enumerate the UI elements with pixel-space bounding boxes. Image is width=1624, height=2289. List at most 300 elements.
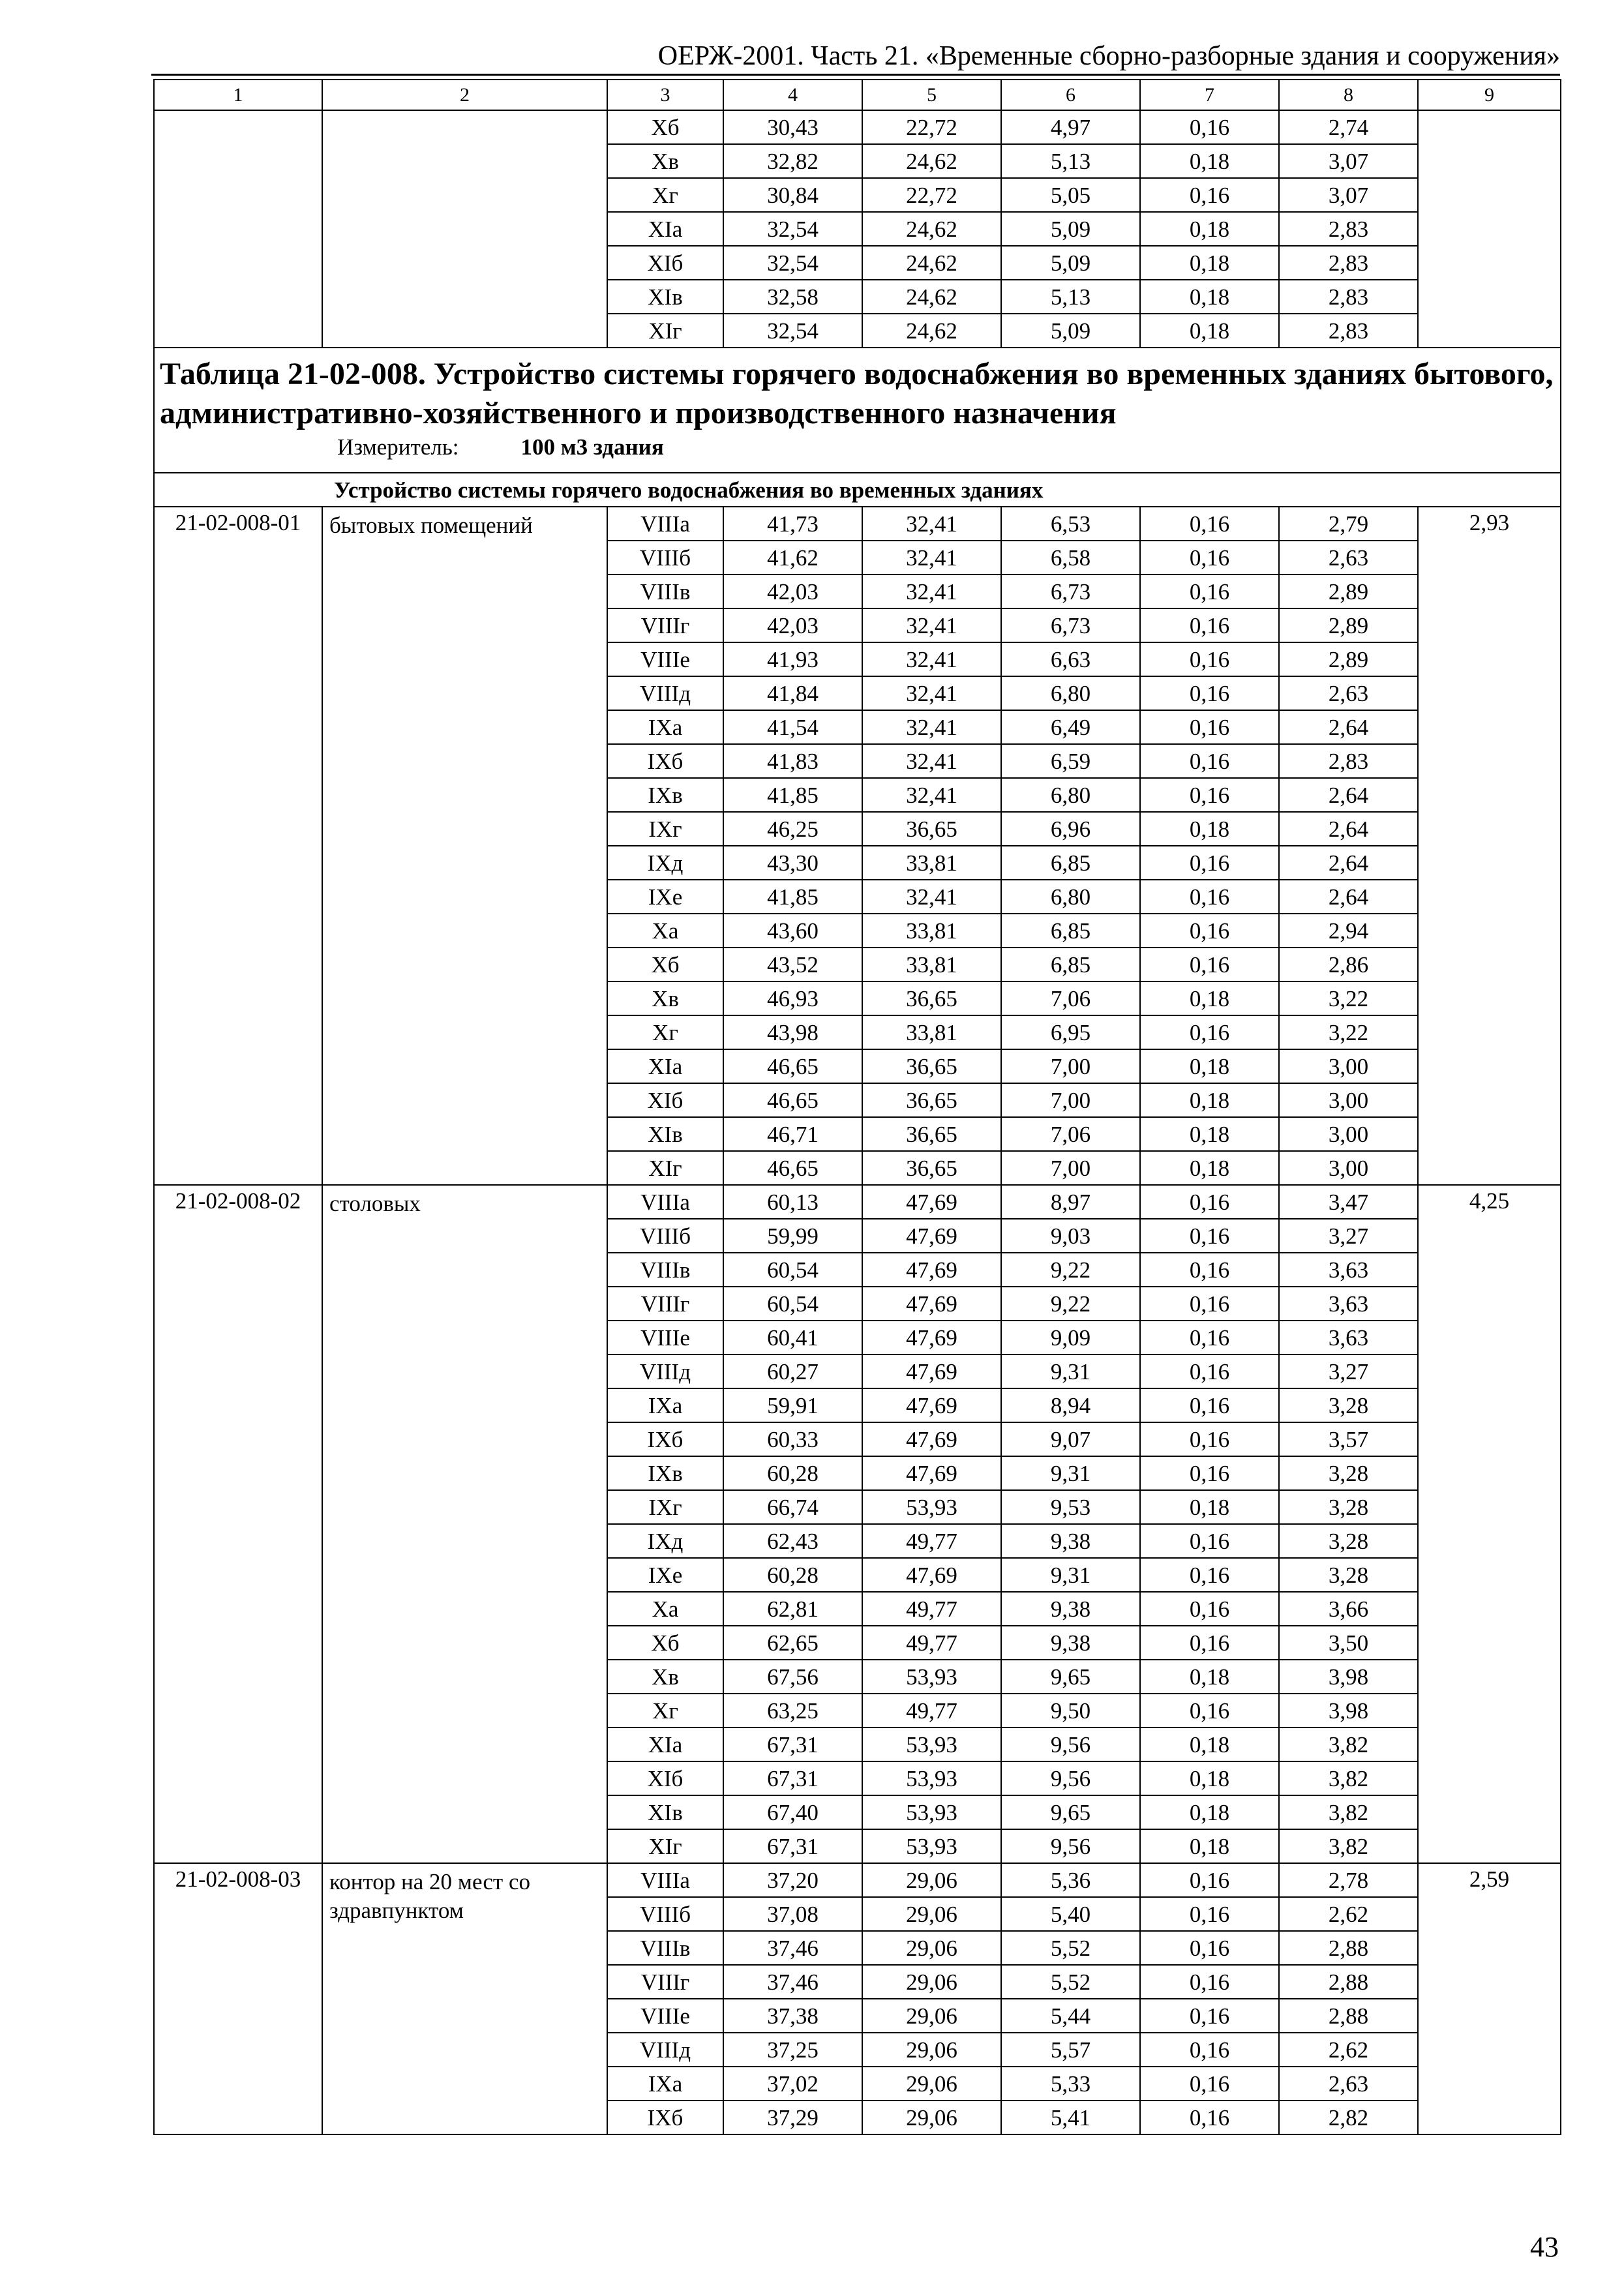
col8-materials: 3,50 [1279,1626,1418,1660]
col9-value: 4,25 [1418,1185,1561,1863]
col3-zone: ХIб [607,1761,723,1795]
col7-drivers: 0,16 [1140,1931,1279,1965]
col4-total: 46,71 [723,1117,862,1151]
col7-drivers: 0,18 [1140,1083,1279,1117]
col9-value: 2,93 [1418,507,1561,1185]
col4-total: 30,84 [723,178,862,212]
col7-drivers: 0,18 [1140,144,1279,178]
col5-wage: 49,77 [862,1626,1001,1660]
col8-materials: 3,22 [1279,981,1418,1015]
col4-total: 67,31 [723,1829,862,1863]
col7-drivers: 0,16 [1140,880,1279,914]
col3-zone: VIIIд [607,1354,723,1388]
col5-wage: 32,41 [862,642,1001,676]
col5-wage: 24,62 [862,280,1001,314]
col4-total: 43,52 [723,948,862,981]
col6-machines: 6,85 [1001,846,1140,880]
col6-machines: 9,50 [1001,1694,1140,1728]
rate-code: 21-02-008-01 [154,507,322,1185]
col8-materials: 3,98 [1279,1694,1418,1728]
col3-zone: VIIIе [607,1321,723,1354]
col4-total: 42,03 [723,575,862,608]
column-number-1: 1 [154,80,322,110]
col8-materials: 2,64 [1279,880,1418,914]
col8-materials: 2,62 [1279,1897,1418,1931]
col4-total: 32,54 [723,314,862,348]
col7-drivers: 0,18 [1140,1151,1279,1185]
col4-total: 67,31 [723,1761,862,1795]
running-header: ОЕРЖ-2001. Часть 21. «Временные сборно-разборные здания и сооружения» [657,41,1560,71]
col5-wage: 29,06 [862,2033,1001,2067]
col8-materials: 2,63 [1279,676,1418,710]
col4-total: 62,65 [723,1626,862,1660]
col5-wage: 32,41 [862,575,1001,608]
col4-total: 43,98 [723,1015,862,1049]
col5-wage: 47,69 [862,1321,1001,1354]
col4-total: 32,54 [723,212,862,246]
col5-wage: 36,65 [862,1117,1001,1151]
col5-wage: 49,77 [862,1694,1001,1728]
col3-zone: ХIв [607,280,723,314]
measure-line [160,436,1555,458]
col8-materials: 3,63 [1279,1287,1418,1321]
col8-materials: 2,64 [1279,846,1418,880]
blank-code-cell [154,110,322,348]
col5-wage: 53,93 [862,1660,1001,1694]
col4-total: 30,43 [723,110,862,144]
col3-zone: IХа [607,1388,723,1422]
col4-total: 60,27 [723,1354,862,1388]
col7-drivers: 0,18 [1140,812,1279,846]
col7-drivers: 0,16 [1140,1558,1279,1592]
col6-machines: 9,56 [1001,1728,1140,1761]
col5-wage: 32,41 [862,880,1001,914]
col3-zone: IХв [607,1456,723,1490]
col3-zone: IХг [607,1490,723,1524]
col5-wage: 33,81 [862,948,1001,981]
col6-machines: 8,94 [1001,1388,1140,1422]
col3-zone: ХIб [607,1083,723,1117]
col6-machines: 6,63 [1001,642,1140,676]
col7-drivers: 0,16 [1140,1524,1279,1558]
col4-total: 67,40 [723,1795,862,1829]
col5-wage: 24,62 [862,212,1001,246]
col5-wage: 32,41 [862,778,1001,812]
col7-drivers: 0,16 [1140,1287,1279,1321]
blank-name-cell [322,110,607,348]
col5-wage: 47,69 [862,1558,1001,1592]
col8-materials: 2,83 [1279,280,1418,314]
col8-materials: 3,28 [1279,1490,1418,1524]
col7-drivers: 0,16 [1140,1999,1279,2033]
col4-total: 32,54 [723,246,862,280]
col6-machines: 9,03 [1001,1219,1140,1253]
col6-machines: 6,80 [1001,880,1140,914]
col8-materials: 3,28 [1279,1388,1418,1422]
col6-machines: 9,38 [1001,1524,1140,1558]
col5-wage: 29,06 [862,1999,1001,2033]
col8-materials: 3,47 [1279,1185,1418,1219]
col6-machines: 9,53 [1001,1490,1140,1524]
col5-wage: 49,77 [862,1592,1001,1626]
col8-materials: 3,82 [1279,1728,1418,1761]
col5-wage: 29,06 [862,2067,1001,2101]
col4-total: 41,83 [723,744,862,778]
col7-drivers: 0,16 [1140,846,1279,880]
col6-machines: 6,96 [1001,812,1140,846]
table-title-cell [154,348,1561,473]
col5-wage: 53,93 [862,1795,1001,1829]
col8-materials: 2,83 [1279,246,1418,280]
col7-drivers: 0,16 [1140,778,1279,812]
col8-materials: 3,82 [1279,1795,1418,1829]
col4-total: 60,13 [723,1185,862,1219]
col3-zone: IХа [607,2067,723,2101]
col6-machines: 9,22 [1001,1253,1140,1287]
header-rule [151,74,1560,76]
col4-total: 60,54 [723,1287,862,1321]
col3-zone: Хв [607,144,723,178]
col3-zone: Хб [607,1626,723,1660]
col5-wage: 53,93 [862,1761,1001,1795]
col5-wage: 47,69 [862,1219,1001,1253]
col7-drivers: 0,16 [1140,1219,1279,1253]
col8-materials: 2,64 [1279,710,1418,744]
col5-wage: 29,06 [862,1863,1001,1897]
col3-zone: VIIIа [607,1863,723,1897]
col7-drivers: 0,18 [1140,280,1279,314]
rates-table [153,79,1561,2135]
col8-materials: 2,78 [1279,1863,1418,1897]
col3-zone: VIIIг [607,1965,723,1999]
col6-machines: 5,09 [1001,246,1140,280]
col6-machines: 9,65 [1001,1795,1140,1829]
col6-machines: 5,13 [1001,144,1140,178]
col4-total: 63,25 [723,1694,862,1728]
col7-drivers: 0,18 [1140,314,1279,348]
col3-zone: IХг [607,812,723,846]
col3-zone: IХе [607,1558,723,1592]
col6-machines: 5,52 [1001,1965,1140,1999]
col5-wage: 29,06 [862,2101,1001,2134]
col6-machines: 5,13 [1001,280,1140,314]
col7-drivers: 0,16 [1140,948,1279,981]
col3-zone: ХIв [607,1117,723,1151]
col6-machines: 6,80 [1001,778,1140,812]
col7-drivers: 0,16 [1140,608,1279,642]
col7-drivers: 0,16 [1140,1422,1279,1456]
col7-drivers: 0,16 [1140,710,1279,744]
col5-wage: 32,41 [862,710,1001,744]
col4-total: 37,29 [723,2101,862,2134]
col8-materials: 3,66 [1279,1592,1418,1626]
rate-code: 21-02-008-03 [154,1863,322,2134]
col4-total: 59,99 [723,1219,862,1253]
col8-materials: 2,79 [1279,507,1418,541]
col4-total: 41,84 [723,676,862,710]
col5-wage: 32,41 [862,744,1001,778]
col4-total: 46,93 [723,981,862,1015]
col4-total: 37,46 [723,1931,862,1965]
col4-total: 43,30 [723,846,862,880]
col4-total: 46,65 [723,1151,862,1185]
col3-zone: VIIIд [607,676,723,710]
col7-drivers: 0,16 [1140,642,1279,676]
col3-zone: VIIIг [607,608,723,642]
column-number-7: 7 [1140,80,1279,110]
col5-wage: 53,93 [862,1728,1001,1761]
col6-machines: 9,22 [1001,1287,1140,1321]
col7-drivers: 0,16 [1140,1694,1279,1728]
col6-machines: 6,59 [1001,744,1140,778]
col7-drivers: 0,18 [1140,981,1279,1015]
col4-total: 37,38 [723,1999,862,2033]
col4-total: 41,85 [723,880,862,914]
col4-total: 67,31 [723,1728,862,1761]
col8-materials: 3,00 [1279,1151,1418,1185]
col7-drivers: 0,16 [1140,1015,1279,1049]
table-row [154,1185,1561,1219]
col3-zone: Хг [607,178,723,212]
col9-value: 2,59 [1418,1863,1561,2134]
col3-zone: IХв [607,778,723,812]
col4-total: 60,28 [723,1456,862,1490]
col6-machines: 5,33 [1001,2067,1140,2101]
col8-materials: 2,63 [1279,541,1418,575]
table-row [154,110,1561,144]
col8-materials: 3,00 [1279,1083,1418,1117]
col7-drivers: 0,16 [1140,507,1279,541]
col3-zone: VIIIе [607,642,723,676]
col5-wage: 36,65 [862,1083,1001,1117]
col8-materials: 2,89 [1279,642,1418,676]
col8-materials: 3,63 [1279,1321,1418,1354]
table-title-row [154,348,1561,473]
col4-total: 60,28 [723,1558,862,1592]
col8-materials: 2,89 [1279,608,1418,642]
col5-wage: 47,69 [862,1422,1001,1456]
col3-zone: VIIIв [607,1931,723,1965]
col7-drivers: 0,18 [1140,212,1279,246]
col6-machines: 7,00 [1001,1151,1140,1185]
col7-drivers: 0,16 [1140,2067,1279,2101]
col8-materials: 2,64 [1279,778,1418,812]
col4-total: 43,60 [723,914,862,948]
col7-drivers: 0,18 [1140,1490,1279,1524]
col6-machines: 5,09 [1001,314,1140,348]
col4-total: 46,65 [723,1083,862,1117]
col7-drivers: 0,16 [1140,1185,1279,1219]
col4-total: 42,03 [723,608,862,642]
col5-wage: 32,41 [862,608,1001,642]
col6-machines: 5,44 [1001,1999,1140,2033]
col5-wage: 33,81 [862,1015,1001,1049]
col3-zone: VIIIг [607,1287,723,1321]
col7-drivers: 0,18 [1140,1117,1279,1151]
col3-zone: VIIIб [607,1219,723,1253]
col7-drivers: 0,18 [1140,1761,1279,1795]
col4-total: 37,08 [723,1897,862,1931]
measure-value: 100 м3 здания [520,434,664,460]
col6-machines: 9,38 [1001,1592,1140,1626]
col3-zone: VIIIб [607,541,723,575]
col4-total: 46,65 [723,1049,862,1083]
column-number-9: 9 [1418,80,1561,110]
col7-drivers: 0,16 [1140,1897,1279,1931]
col5-wage: 36,65 [862,1049,1001,1083]
rate-name: столовых [322,1185,607,1863]
col8-materials: 2,86 [1279,948,1418,981]
col8-materials: 3,28 [1279,1558,1418,1592]
col3-zone: IХб [607,2101,723,2134]
col6-machines: 5,41 [1001,2101,1140,2134]
col6-machines: 9,31 [1001,1558,1140,1592]
col5-wage: 47,69 [862,1185,1001,1219]
col6-machines: 9,31 [1001,1456,1140,1490]
col7-drivers: 0,16 [1140,1321,1279,1354]
col6-machines: 6,73 [1001,575,1140,608]
col7-drivers: 0,16 [1140,1388,1279,1422]
col4-total: 41,93 [723,642,862,676]
col8-materials: 3,07 [1279,178,1418,212]
col7-drivers: 0,18 [1140,1049,1279,1083]
col4-total: 66,74 [723,1490,862,1524]
col5-wage: 36,65 [862,981,1001,1015]
col3-zone: IХд [607,1524,723,1558]
col3-zone: VIIIа [607,507,723,541]
col6-machines: 9,07 [1001,1422,1140,1456]
col7-drivers: 0,16 [1140,1592,1279,1626]
col4-total: 37,25 [723,2033,862,2067]
col5-wage: 47,69 [862,1253,1001,1287]
col6-machines: 9,31 [1001,1354,1140,1388]
col8-materials: 3,00 [1279,1117,1418,1151]
col5-wage: 24,62 [862,314,1001,348]
col3-zone: ХIа [607,1049,723,1083]
col6-machines: 9,09 [1001,1321,1140,1354]
col8-materials: 3,82 [1279,1761,1418,1795]
col7-drivers: 0,18 [1140,1829,1279,1863]
col6-machines: 4,97 [1001,110,1140,144]
column-number-6: 6 [1001,80,1140,110]
col7-drivers: 0,16 [1140,1965,1279,1999]
col3-zone: VIIIд [607,2033,723,2067]
col8-materials: 2,88 [1279,1999,1418,2033]
col6-machines: 6,73 [1001,608,1140,642]
col8-materials: 2,83 [1279,314,1418,348]
col7-drivers: 0,18 [1140,1728,1279,1761]
col6-machines: 6,58 [1001,541,1140,575]
col3-zone: VIIIв [607,1253,723,1287]
col6-machines: 5,40 [1001,1897,1140,1931]
col4-total: 32,58 [723,280,862,314]
col8-materials: 2,88 [1279,1965,1418,1999]
col7-drivers: 0,16 [1140,2101,1279,2134]
column-number-3: 3 [607,80,723,110]
col3-zone: ХIа [607,212,723,246]
col6-machines: 9,38 [1001,1626,1140,1660]
col6-machines: 9,65 [1001,1660,1140,1694]
table-row [154,1863,1561,1897]
col5-wage: 47,69 [862,1456,1001,1490]
col6-machines: 6,53 [1001,507,1140,541]
col8-materials: 3,98 [1279,1660,1418,1694]
col3-zone: ХIг [607,1151,723,1185]
col7-drivers: 0,16 [1140,575,1279,608]
col5-wage: 29,06 [862,1965,1001,1999]
rate-name: контор на 20 мест со здравпунктом [322,1863,607,2134]
col4-total: 41,73 [723,507,862,541]
col4-total: 46,25 [723,812,862,846]
col3-zone: VIIIв [607,575,723,608]
col7-drivers: 0,16 [1140,178,1279,212]
col8-materials: 2,74 [1279,110,1418,144]
col5-wage: 53,93 [862,1829,1001,1863]
rate-name: бытовых помещений [322,507,607,1185]
col8-materials: 3,57 [1279,1422,1418,1456]
col3-zone: VIIIа [607,1185,723,1219]
col3-zone: ХIв [607,1795,723,1829]
col5-wage: 32,41 [862,541,1001,575]
col6-machines: 7,00 [1001,1049,1140,1083]
col5-wage: 24,62 [862,246,1001,280]
col6-machines: 9,56 [1001,1829,1140,1863]
col3-zone: ХIб [607,246,723,280]
col6-machines: 5,09 [1001,212,1140,246]
col5-wage: 29,06 [862,1931,1001,1965]
col3-zone: IХб [607,1422,723,1456]
col8-materials: 2,94 [1279,914,1418,948]
subheading: Устройство системы горячего водоснабжения во временных зданиях [154,473,1561,507]
col3-zone: VIIIб [607,1897,723,1931]
col6-machines: 5,05 [1001,178,1140,212]
col5-wage: 33,81 [862,914,1001,948]
col5-wage: 47,69 [862,1354,1001,1388]
col7-drivers: 0,18 [1140,1795,1279,1829]
col4-total: 60,41 [723,1321,862,1354]
col5-wage: 36,65 [862,812,1001,846]
col3-zone: Хв [607,1660,723,1694]
table-title: Таблица 21-02-008. Устройство системы горячего водоснабжения во временных зданиях бытового, административно-хозяйственного и производственного назначения [160,357,1554,430]
col5-wage: 53,93 [862,1490,1001,1524]
col6-machines: 6,80 [1001,676,1140,710]
col3-zone: ХIа [607,1728,723,1761]
col3-zone: Ха [607,914,723,948]
col4-total: 37,46 [723,1965,862,1999]
col8-materials: 2,62 [1279,2033,1418,2067]
page-number: 43 [1530,2231,1559,2263]
col4-total: 37,02 [723,2067,862,2101]
col5-wage: 36,65 [862,1151,1001,1185]
col6-machines: 5,36 [1001,1863,1140,1897]
col7-drivers: 0,18 [1140,246,1279,280]
col4-total: 59,91 [723,1388,862,1422]
col4-total: 32,82 [723,144,862,178]
col5-wage: 29,06 [862,1897,1001,1931]
column-number-row [154,80,1561,110]
col7-drivers: 0,16 [1140,676,1279,710]
col6-machines: 6,85 [1001,948,1140,981]
col3-zone: IХа [607,710,723,744]
col8-materials: 3,28 [1279,1456,1418,1490]
col3-zone: Хб [607,948,723,981]
col5-wage: 32,41 [862,507,1001,541]
col4-total: 62,43 [723,1524,862,1558]
col8-materials: 3,27 [1279,1354,1418,1388]
col3-zone: Хб [607,110,723,144]
col8-materials: 3,22 [1279,1015,1418,1049]
col6-machines: 5,52 [1001,1931,1140,1965]
